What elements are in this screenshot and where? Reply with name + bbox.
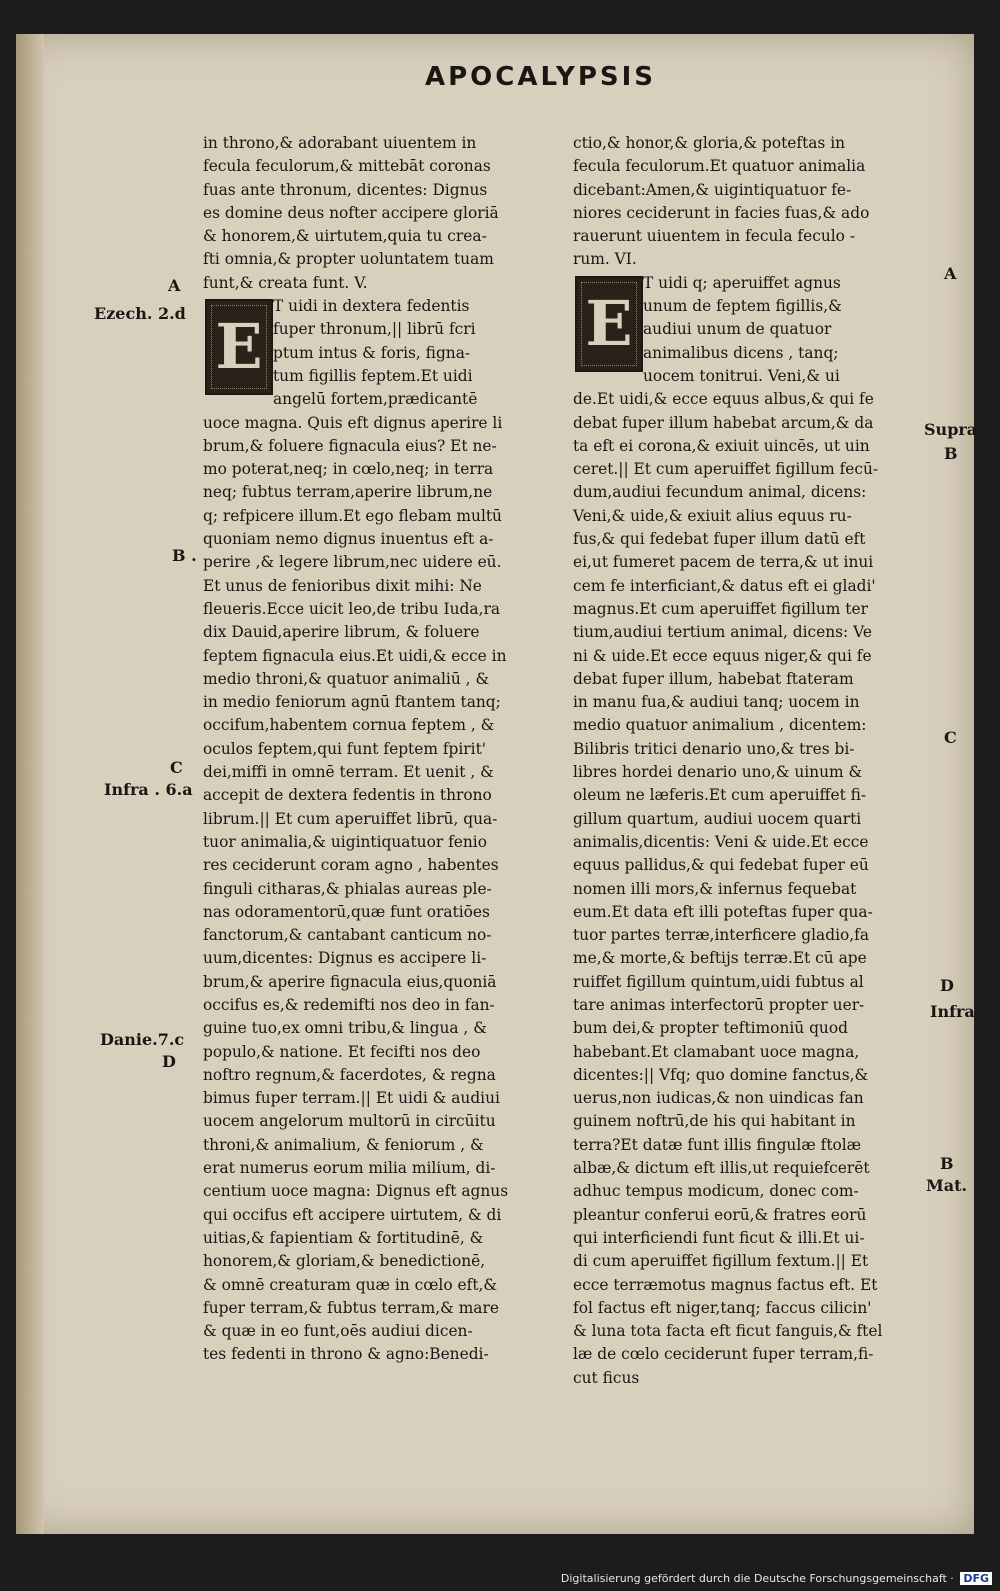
text-line: & honorem,& uirtutem,quia tu crea-	[203, 227, 487, 246]
text-line: uoce magna. Quis eft dignus aperire li	[203, 413, 503, 432]
text-line: librum.|| Et cum aperuiffet librū, qua-	[203, 809, 498, 828]
text-line: medio quatuor animalium , dicentem:	[573, 716, 867, 735]
text-line: ni & uide.Et ecce equus niger,& qui fe	[573, 646, 872, 665]
margin-note-a-right: A	[944, 264, 957, 283]
text-line: qui interficiendi funt ficut & illi.Et ui-	[573, 1228, 865, 1247]
text-line: brum,& foluere fignacula eius? Et ne-	[203, 436, 497, 455]
text-line: debat fuper illum, habebat ftateram	[573, 669, 854, 688]
text-line: dei,miffi in omnē terram. Et uenit , &	[203, 763, 494, 782]
text-line: fleueris.Ecce uicit leo,de tribu Iuda,ra	[203, 599, 500, 618]
text-line: uitias,& fapientiam & fortitudinē, &	[203, 1228, 484, 1247]
margin-note-b: B .	[172, 546, 197, 565]
text-line: ei,ut fumeret pacem de terra,& ut inui	[573, 553, 874, 572]
text-line: erat numerus eorum milia milium, di-	[203, 1159, 496, 1178]
text-line: oleum ne læferis.Et cum aperuiffet fi-	[573, 786, 867, 805]
margin-note-infra6: Infra . 6.a	[104, 780, 193, 799]
text-line: occifus es,& redemifti nos deo in fan-	[203, 995, 495, 1014]
text-line: uocem angelorum multorū in circūitu	[203, 1112, 496, 1131]
right-drop-cap-block	[573, 272, 931, 388]
text-line: & quæ in eo funt,oēs audiui dicen-	[203, 1322, 473, 1341]
text-line: eum.Et data eft illi poteftas fuper qua-	[573, 902, 873, 921]
drop-cap-ornament: E	[575, 276, 643, 372]
text-line: adhuc tempus modicum, donec com-	[573, 1182, 859, 1201]
text-line: guinem noftrū,de his qui habitant in	[573, 1112, 856, 1131]
text-line: læ de cœlo ceciderunt fuper terram,fi-	[573, 1345, 874, 1364]
text-line: cem fe interficiant,& datus eft ei gladi'	[573, 576, 876, 595]
text-line: debat fuper illum habebat arcum,& da	[573, 413, 874, 432]
text-line: habebant.Et clamabant uoce magna,	[573, 1042, 860, 1061]
text-line: dicebant:Amen,& uigintiquatuor fe-	[573, 180, 852, 199]
text-line: quoniam nemo dignus inuentus eft a-	[203, 530, 494, 549]
margin-note-d: D	[162, 1052, 176, 1071]
text-line: animalis,dicentis: Veni & uide.Et ecce	[573, 832, 869, 851]
text-line: fanctorum,& cantabant canticum no-	[203, 926, 492, 945]
text-line: funt,& creata funt. V.	[203, 273, 368, 292]
text-line: animalibus dicens , tanq;	[643, 343, 839, 362]
text-line: cut ficus	[573, 1368, 640, 1387]
text-line: dum,audiui fecundum animal, dicens:	[573, 483, 867, 502]
text-line: ceret.|| Et cum aperuiffet figillum fecū-	[573, 460, 879, 479]
digitization-footer	[561, 1572, 992, 1585]
text-line: centium uoce magna: Dignus eft agnus	[203, 1182, 509, 1201]
left-column-body	[203, 412, 561, 1367]
text-line: terra?Et datæ funt illis fingulæ ftolæ	[573, 1135, 862, 1154]
text-line: honorem,& gloriam,& benedictionē,	[203, 1252, 486, 1271]
text-line: magnus.Et cum aperuiffet figillum ter	[573, 599, 868, 618]
footer-text: Digitalisierung gefördert durch die Deutsche Forschungsgemeinschaft ·	[560, 1572, 954, 1585]
text-line: tium,audiui tertium animal, dicens: Ve	[573, 623, 872, 642]
margin-note-c: C	[170, 758, 183, 777]
text-line: in medio feniorum agnū ftantem tanq;	[203, 693, 501, 712]
dfg-logo: DFG	[960, 1572, 992, 1585]
margin-note-d-right: D	[940, 976, 954, 995]
text-line: dix Dauid,aperire librum, & foluere	[203, 623, 480, 642]
text-line: T uidi q; aperuiffet agnus	[643, 273, 841, 292]
text-line: albæ,& dictum eft illis,ut requiefcerēt	[573, 1159, 870, 1178]
text-line: qui occifus eft accipere uirtutem, & di	[203, 1205, 502, 1224]
margin-note-mat: Mat.	[926, 1176, 968, 1195]
text-line: tare animas interfectorū propter uer-	[573, 995, 865, 1014]
text-line: nas odoramentorū,quæ funt oratiōes	[203, 902, 490, 921]
text-line: populo,& natione. Et fecifti nos deo	[203, 1042, 481, 1061]
text-line: bimus fuper terram.|| Et uidi & audiui	[203, 1089, 500, 1108]
text-line: es domine deus nofter accipere gloriā	[203, 203, 499, 222]
text-line: me,& morte,& beftijs terræ.Et cū ape	[573, 949, 867, 968]
text-line: fuper terram,& fubtus terram,& mare	[203, 1298, 499, 1317]
margin-note-b-right: B	[944, 444, 958, 463]
drop-cap-ornament: E	[205, 299, 273, 395]
right-column-top	[573, 132, 931, 272]
text-line: finguli citharas,& phialas aureas ple-	[203, 879, 492, 898]
text-line: Veni,& uide,& exiuit alius equus ru-	[573, 506, 852, 525]
text-line: & luna tota facta eft ficut fanguis,& ftel	[573, 1322, 883, 1341]
text-line: in throno,& adorabant uiuentem in	[203, 134, 477, 152]
text-line: equus pallidus,& qui fedebat fuper eū	[573, 856, 869, 875]
page-spine	[16, 34, 44, 1534]
text-line: feptem fignacula eius.Et uidi,& ecce in	[203, 646, 507, 665]
text-line: in manu fua,& audiui tanq; uocem in	[573, 693, 860, 712]
text-line: tes fedenti in throno & agno:Benedi-	[203, 1345, 489, 1364]
text-line: occifum,habentem cornua feptem , &	[203, 716, 495, 735]
margin-note-infra-right: Infra.	[930, 1002, 981, 1021]
text-line: ta eft ei corona,& exiuit uincēs, ut uin	[573, 436, 870, 455]
text-line: bum dei,& propter teftimoniū quod	[573, 1019, 848, 1038]
text-line: neq; fubtus terram,aperire librum,ne	[203, 483, 493, 502]
text-line: audiui unum de quatuor	[643, 320, 832, 339]
margin-note-a: A	[168, 276, 181, 295]
text-line: nomen illi mors,& infernus fequebat	[573, 879, 857, 898]
text-line: guine tuo,ex omni tribu,& lingua , &	[203, 1019, 487, 1038]
text-line: oculos feptem,qui funt feptem fpirit'	[203, 739, 486, 758]
text-line: rauerunt uiuentem in fecula feculo -	[573, 227, 856, 246]
text-line: dicentes:|| Vfq; quo domine fanctus,&	[573, 1065, 869, 1084]
text-line: ruiffet figillum quintum,uidi fubtus al	[573, 972, 864, 991]
margin-note-danie: Danie.7.c	[100, 1030, 185, 1049]
text-line: niores ceciderunt in facies fuas,& ado	[573, 203, 870, 222]
text-line: q; refpicere illum.Et ego flebam multū	[203, 506, 502, 525]
left-column-top	[203, 132, 561, 295]
text-line: mo poterat,neq; in cœlo,neq; in terra	[203, 460, 494, 479]
right-column	[573, 132, 931, 1390]
margin-note-supra: Supra.	[924, 420, 983, 439]
text-line: angelū fortem,prædicantē	[273, 390, 478, 409]
text-line: unum de feptem figillis,&	[643, 297, 842, 316]
text-line: libres hordei denario uno,& uinum &	[573, 763, 863, 782]
text-line: fuas ante thronum, dicentes: Dignus	[203, 180, 488, 199]
text-line: pleantur conferui eorū,& fratres eorū	[573, 1205, 867, 1224]
margin-note-ezech: Ezech. 2.d	[94, 304, 186, 323]
text-line: di cum aperuiffet figillum fextum.|| Et	[573, 1252, 869, 1271]
text-line: noftro regnum,& facerdotes, & regna	[203, 1065, 496, 1084]
margin-note-c-right: C	[944, 728, 957, 747]
text-line: fol factus eft niger,tanq; faccus cilicin'	[573, 1298, 872, 1317]
text-line: accepit de dextera fedentis in throno	[203, 786, 492, 805]
text-line: uum,dicentes: Dignus es accipere li-	[203, 949, 487, 968]
text-line: tuor partes terræ,interficere gladio,fa	[573, 926, 870, 945]
text-line: Et unus de fenioribus dixit mihi: Ne	[203, 576, 482, 595]
text-line: res ceciderunt coram agno , habentes	[203, 856, 499, 875]
text-line: ptum intus & foris, figna-	[273, 343, 471, 362]
text-line: & omnē creaturam quæ in cœlo eft,&	[203, 1275, 498, 1294]
text-line: rum. VI.	[573, 250, 637, 269]
text-line: tuor animalia,& uigintiquatuor fenio	[203, 832, 487, 851]
text-line: medio throni,& quatuor animaliū , &	[203, 669, 490, 688]
right-column-body	[573, 388, 931, 1390]
text-line: fecula feculorum,& mittebāt coronas	[203, 157, 491, 176]
text-line: ecce terræmotus magnus factus eft. Et	[573, 1275, 878, 1294]
text-line: fecula feculorum.Et quatuor animalia	[573, 157, 866, 176]
text-line: T uidi in dextera fedentis	[273, 297, 470, 316]
text-line: fuper thronum,|| librū fcri	[273, 320, 476, 339]
text-line: tum figillis feptem.Et uidi	[273, 366, 473, 385]
margin-note-b-right-2: B	[940, 1154, 954, 1173]
text-line: ctio,& honor,& gloria,& poteftas in	[573, 134, 846, 152]
text-line: uerus,non iudicas,& non uindicas fan	[573, 1089, 864, 1108]
text-line: brum,& aperire fignacula eius,quoniā	[203, 972, 497, 991]
text-line: fti omnia,& propter uoluntatem tuam	[203, 250, 494, 269]
text-line: fus,& qui fedebat fuper illum datū eft	[573, 530, 866, 549]
left-column	[203, 132, 561, 1367]
text-line: Bilibris tritici denario uno,& tres bi-	[573, 739, 855, 758]
running-head: APOCALYPSIS	[425, 62, 657, 92]
left-drop-cap-block	[203, 295, 561, 411]
text-line: perire ,& legere librum,nec uidere eū.	[203, 553, 502, 572]
text-line: gillum quartum, audiui uocem quarti	[573, 809, 862, 828]
text-line: de.Et uidi,& ecce equus albus,& qui fe	[573, 390, 874, 409]
text-line: uocem tonitrui. Veni,& ui	[643, 366, 840, 385]
text-line: throni,& animalium, & feniorum , &	[203, 1135, 484, 1154]
